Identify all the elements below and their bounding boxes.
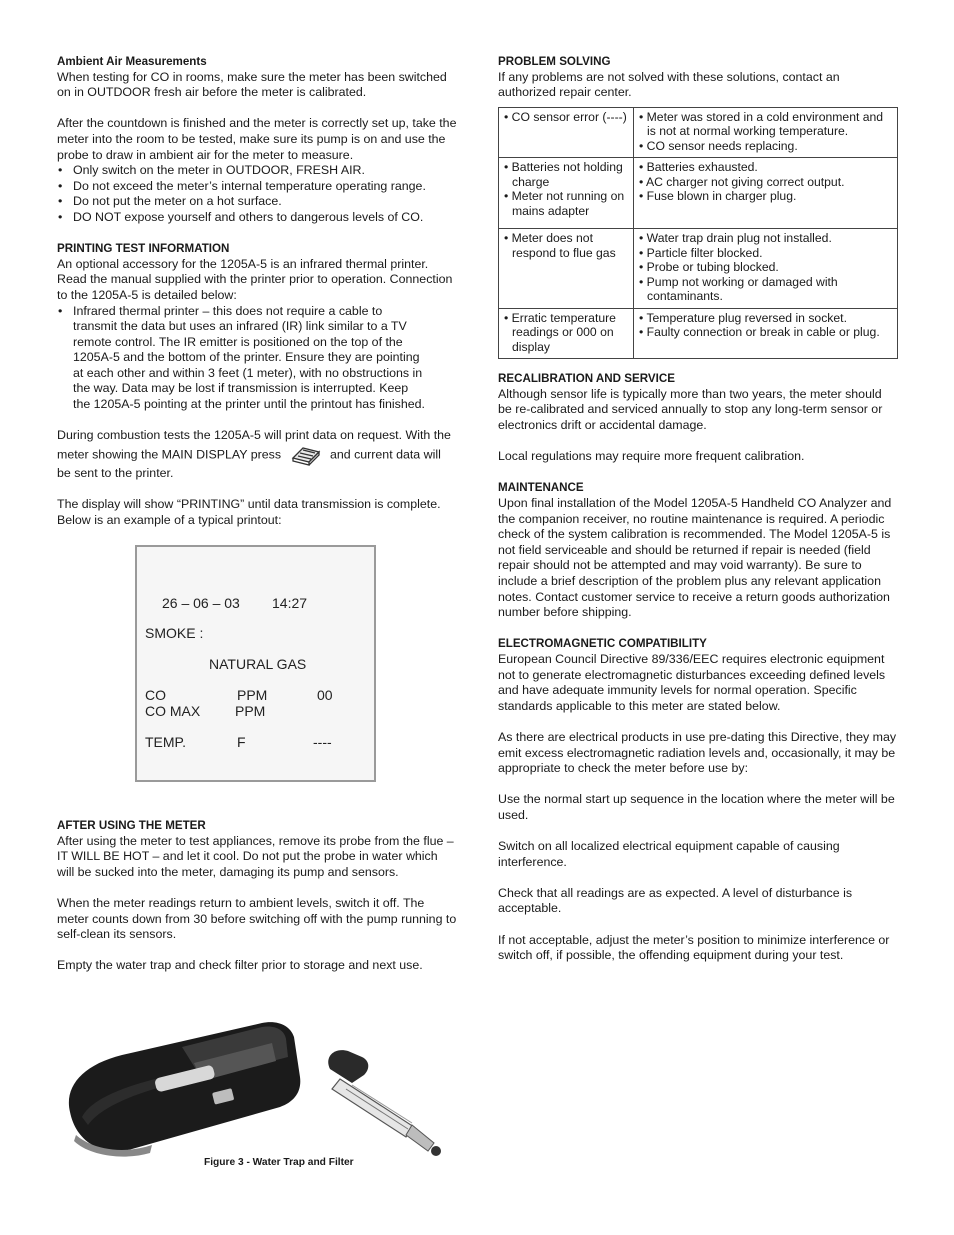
printout-time: 14:27 [272,595,308,611]
recal-section [498,371,898,465]
printout-co-unit: PPM [237,687,268,703]
printout-fuel: NATURAL GAS [209,656,307,672]
list-item: • AC charger not giving correct output. [639,174,845,189]
meter-body-icon [69,1022,300,1156]
list-item: • Infrared thermal printer – this does not require a cable to transmit the data but uses an infrared (IR) link similar to a TV remote control. The IR emitter is positioned on the top of the 1205A-5 and the bottom of the printer. Ensure they are pointing at each other and within 3 feet (1 meter), with no obstructions in the way. Data may be lost if transmission is interrupted. Keep the 1205A-5 pointing at the printer until the printout has finished. [57,304,425,413]
after-paragraph-3: Empty the water trap and check filter prior to storage and next use. [57,958,423,973]
print-key-icon [289,444,323,466]
after-paragraph-1: After using the meter to test appliances, remove its probe from the flue – IT WILL BE HOT – and let it cool. Do not put the probe in water which will be sucked into the meter, damaging its pump and sensors. [57,833,454,879]
list-item: • Fuse blown in charger plug. [639,189,797,204]
recal-paragraph-1: Although sensor life is typically more than two years, the meter should be re-calibrated and serviced annually to stop any long-term sensor or electronics drift or accidental damage. [498,386,883,433]
table-row [499,158,898,229]
list-item: • Do not put the meter on a hot surface. [57,194,457,210]
printout-comax-label: CO MAX [145,703,201,719]
list-item: • Batteries not holding charge [504,160,623,189]
printing-p2-after: and current data will be sent to the printer. [57,447,441,480]
ambient-heading: Ambient Air Measurements [57,55,207,68]
meter-water-trap-photo [62,1017,452,1162]
list-item: • Do not exceed the meter’s internal temperature operating range. [57,179,457,195]
problem-table [498,107,898,360]
list-item: • Temperature plug reversed in socket. [639,310,847,325]
ambient-bullets [57,163,457,225]
recal-heading: RECALIBRATION AND SERVICE [498,372,675,386]
printing-paragraph-2 [57,428,457,481]
emc-paragraph-3: Use the normal start up sequence in the location where the meter will be used. [498,792,895,822]
printing-bullets [57,304,457,413]
cause-cell [634,308,898,359]
list-item: • DO NOT expose yourself and others to dangerous levels of CO. [57,210,457,226]
printout-example [135,545,376,782]
emc-heading: ELECTROMAGNETIC COMPATIBILITY [498,637,707,651]
cause-cell [634,229,898,309]
problem-cell [499,158,634,229]
ambient-paragraph-2: After the countdown is finished and the meter is correctly set up, take the meter into the room to be tested, make sure its pump is on and use the probe to draw in ambient air for the meter to measure. [57,116,457,162]
printout-smoke: SMOKE : [145,625,204,641]
printout-temp-value: ---- [313,734,332,750]
emc-paragraph-1: European Council Directive 89/336/EEC requires electronic equipment not to generate electromagnetic disturbances exceeding defined levels and have adequate immunity levels for normal operation. Specific standards applicable to this meter are stated below. [498,651,886,713]
list-item: • Pump not working or damaged with contaminants. [639,274,838,304]
problem-intro: If any problems are not solved with these solutions, contact an authorized repair center. [498,69,840,100]
right-column [498,54,898,979]
emc-paragraph-6: If not acceptable, adjust the meter’s position to minimize interference or switch off, if possible, the offending equipment during your test. [498,932,890,963]
figure-caption: Figure 3 - Water Trap and Filter [204,1157,354,1168]
list-item: • Meter not running on mains adapter [504,189,625,218]
list-item: • Meter was stored in a cold environment and is not at normal working temperature. [639,109,884,139]
ambient-paragraph-1: When testing for CO in rooms, make sure the meter has been switched on in OUTDOOR fresh air before the meter is calibrated. [57,69,447,100]
cause-cell [634,107,898,158]
list-item: • CO sensor error (----) [504,109,627,124]
printout-date: 26 – 06 – 03 [162,595,240,611]
water-trap-filter-icon [328,1050,441,1156]
printing-p2-before: During combustion tests the 1205A-5 will print data on request. With the meter showing the MAIN DISPLAY press [57,428,451,462]
problem-cell [499,229,634,309]
after-section [57,818,457,990]
table-row [499,229,898,309]
list-item: • Batteries exhausted. [639,160,758,175]
cause-cell [634,158,898,229]
table-row [499,107,898,158]
list-item: • Only switch on the meter in OUTDOOR, FRESH AIR. [57,163,457,179]
list-item: • Meter does not respond to flue gas [504,231,616,260]
table-row [499,308,898,359]
after-heading: AFTER USING THE METER [57,819,206,832]
maint-paragraph-1: Upon final installation of the Model 1205A-5 Handheld CO Analyzer and the companion receiver, no routine maintenance is required. A periodic check of the system calibration is recommended. The Model 1205A-5 is not field serviceable and should be returned if repair is needed (field repair should not be attempted and may void warranty). Be sure to include a brief description of the problem plus any relevant application notes. Contact customer service to receive a return goods authorization number before shipping. [498,496,892,620]
list-item: • Water trap drain plug not installed. [639,231,832,246]
list-item: • CO sensor needs replacing. [639,138,798,153]
problem-heading: PROBLEM SOLVING [498,55,611,68]
list-item: • Particle filter blocked. [639,245,763,260]
problem-cell [499,308,634,359]
printing-paragraph-3: The display will show “PRINTING” until data transmission is complete. Below is an example of a typical printout: [57,497,441,527]
problem-cell [499,107,634,158]
list-item: • Erratic temperature readings or 000 on display [504,310,616,354]
printout-co-value: 00 [317,687,333,703]
list-item: • Probe or tubing blocked. [639,260,779,275]
maint-heading: MAINTENANCE [498,481,584,495]
printout-co-label: CO [145,687,166,703]
emc-paragraph-4: Switch on all localized electrical equipment capable of causing interference. [498,839,840,869]
printout-temp-label: TEMP. [145,734,186,750]
emc-paragraph-5: Check that all readings are as expected. A level of disturbance is acceptable. [498,885,853,916]
after-paragraph-2: When the meter readings return to ambient levels, switch it off. The meter counts down from 30 before switching off with the pump running to self-clean its sensors. [57,895,457,942]
recal-paragraph-2: Local regulations may require more frequent calibration. [498,449,805,464]
emc-paragraph-2: As there are electrical products in use pre-dating this Directive, they may emit excess electromagnetic radiation levels and, occasionally, it may be appropriate to check the meter before use by: [498,729,897,776]
printout-temp-unit: F [237,734,246,750]
printing-paragraph-1: An optional accessory for the 1205A-5 is an infrared thermal printer. Read the manual supplied with the printer prior to operation. Connection to the 1205A-5 is detailed below: [57,256,453,302]
list-item: • Faulty connection or break in cable or plug. [639,325,880,340]
printing-heading: PRINTING TEST INFORMATION [57,242,230,256]
printout-comax-unit: PPM [235,703,266,719]
